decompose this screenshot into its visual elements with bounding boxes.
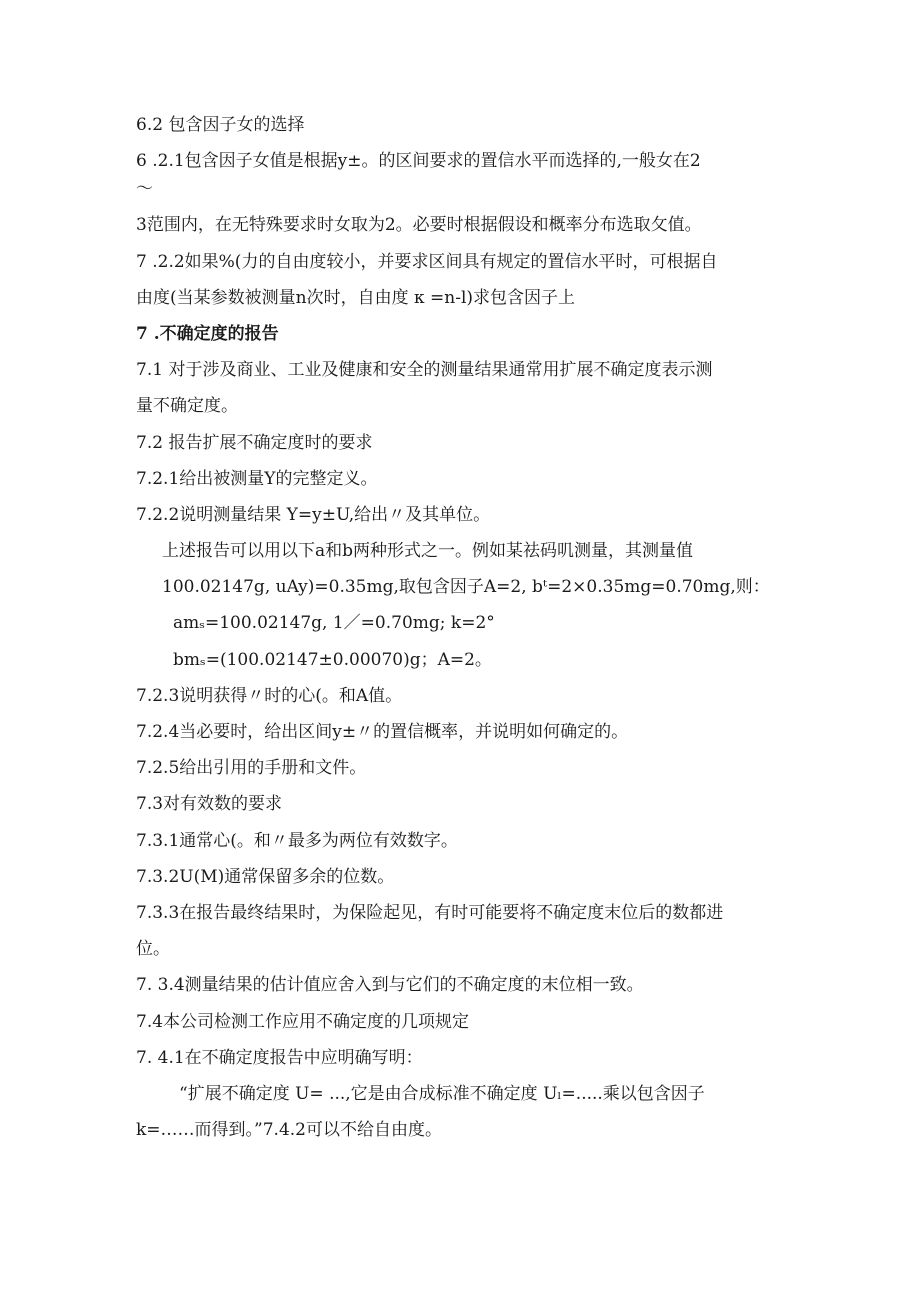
paragraph-line: 7.2.1给出被测量Y的完整定义。 — [136, 468, 378, 489]
section-heading-7-4: 7.4本公司检测工作应用不确定度的几项规定 — [136, 1011, 470, 1032]
paragraph-line: 7.2.5给出引用的手册和文件。 — [136, 758, 367, 779]
paragraph-line: 6 .2.1包含因子女值是根据y±。的区间要求的置信水平而选择的,一般女在2 — [136, 151, 701, 172]
quote-line: k=……而得到。”7.4.2可以不给自由度。 — [136, 1120, 442, 1141]
section-heading-6-2: 6.2 包含因子女的选择 — [136, 115, 305, 135]
paragraph-line: 7.2.3说明获得〃时的心(。和A值。 — [136, 685, 403, 706]
paragraph-line: 由度(当某参数被测量n次时，自由度 κ =n-l)求包含因子上 — [136, 287, 576, 308]
formula-line: amₛ=100.02147g, 1／=0.70mg; k=2° — [173, 613, 495, 634]
paragraph-line: 量不确定度。 — [136, 396, 238, 417]
paragraph-line: 7.2.2说明测量结果 Y=y±U,给出〃及其单位。 — [136, 504, 491, 525]
section-heading-7-3: 7.3对有效数的要求 — [136, 794, 283, 815]
paragraph-line: 〜 — [136, 179, 153, 200]
formula-line: 100.02147g, uAy)=0.35mg,取包含因子A=2, bᵗ=2×0.35mg=0.70mg,则： — [162, 577, 770, 598]
document-body — [136, 112, 796, 1153]
paragraph-line: 7 .2.2如果%(力的自由度较小，并要求区间具有规定的置信水平时，可根据自 — [136, 251, 718, 272]
paragraph-line: 3范围内，在无特殊要求时女取为2。必要时根据假设和概率分布选取攵值。 — [136, 215, 702, 236]
section-heading-7-2: 7.2 报告扩展不确定度时的要求 — [136, 432, 373, 453]
paragraph-line: 7.1 对于涉及商业、工业及健康和安全的测量结果通常用扩展不确定度表示测 — [136, 360, 713, 381]
paragraph-line: 7.3.2U(M)通常保留多余的位数。 — [136, 866, 395, 887]
paragraph-line: 7. 4.1在不确定度报告中应明确写明： — [136, 1047, 423, 1068]
paragraph-line: 7.2.4当必要时，给出区间y±〃的置信概率，并说明如何确定的。 — [136, 722, 629, 742]
paragraph-line: 7.3.1通常心(。和〃最多为两位有效数字。 — [136, 830, 458, 851]
quote-line: “扩展不确定度 U= ...,它是由合成标准不确定度 Uₗ=.....乘以包含因子 — [179, 1083, 705, 1104]
paragraph-line: 7. 3.4测量结果的估计值应舍入到与它们的不确定度的末位相一致。 — [136, 975, 644, 996]
paragraph-line: 上述报告可以用以下a和b两种形式之一。例如某祛码叽测量，其测量值 — [162, 541, 694, 562]
section-heading-7: 7 .不确定度的报告 — [136, 323, 279, 344]
paragraph-line: 位。 — [136, 939, 170, 960]
paragraph-line: 7.3.3在报告最终结果时，为保险起见，有时可能要将不确定度末位后的数都进 — [136, 902, 724, 923]
formula-line: bmₛ=(100.02147±0.00070)g；A=2。 — [173, 649, 492, 670]
